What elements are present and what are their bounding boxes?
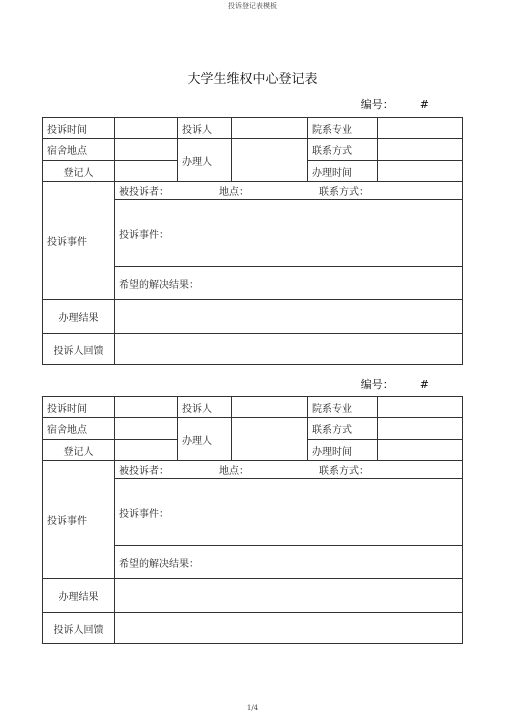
field-expected-result[interactable]	[115, 546, 463, 579]
field-handler[interactable]	[232, 139, 308, 182]
field-event-detail[interactable]	[115, 479, 463, 546]
label-expected-result: 希望的解决结果：	[119, 279, 199, 291]
label-registrar: 登记人	[43, 161, 115, 182]
label-complainant: 投诉人	[178, 118, 232, 139]
field-department[interactable]	[378, 397, 463, 418]
label-handler: 办理人	[178, 139, 232, 182]
field-handle-time[interactable]	[378, 440, 463, 461]
respondent-row[interactable]	[115, 461, 463, 479]
field-complaint-time[interactable]	[115, 118, 178, 139]
label-complaint-time: 投诉时间	[43, 397, 115, 418]
field-department[interactable]	[378, 118, 463, 139]
field-registrar[interactable]	[115, 440, 178, 461]
label-complaint-time: 投诉时间	[43, 118, 115, 139]
label-registrar: 登记人	[43, 440, 115, 461]
label-respondent: 被投诉者：	[119, 466, 169, 477]
field-registrar[interactable]	[115, 161, 178, 182]
label-contact: 联系方式	[308, 139, 378, 161]
field-contact[interactable]	[378, 139, 463, 161]
label-event: 投诉事件	[43, 182, 115, 300]
label-expected-result: 希望的解决结果：	[119, 558, 199, 570]
field-feedback[interactable]	[115, 334, 463, 365]
label-result: 办理结果	[43, 579, 115, 613]
label-department: 院系专业	[308, 118, 378, 139]
label-dorm: 宿舍地点	[43, 418, 115, 440]
label-feedback: 投诉人回馈	[43, 334, 115, 365]
registration-form-1	[42, 117, 463, 365]
field-dorm[interactable]	[115, 418, 178, 440]
field-result[interactable]	[115, 579, 463, 613]
serial-number-value: #	[419, 378, 429, 391]
field-complainant[interactable]	[232, 118, 308, 139]
registration-form-2	[42, 396, 463, 644]
field-contact[interactable]	[378, 418, 463, 440]
label-location: 地点：	[219, 466, 249, 477]
label-respondent-contact: 联系方式：	[319, 466, 369, 477]
serial-number-value: #	[419, 98, 429, 111]
field-handle-time[interactable]	[378, 161, 463, 182]
field-result[interactable]	[115, 300, 463, 334]
serial-number-line	[361, 96, 429, 112]
form-title: 大学生维权中心登记表	[187, 72, 318, 87]
field-handler[interactable]	[232, 418, 308, 461]
label-location: 地点：	[219, 187, 249, 198]
field-dorm[interactable]	[115, 139, 178, 161]
label-event-detail: 投诉事件：	[119, 229, 169, 241]
serial-number-label: 编号：	[360, 378, 394, 391]
serial-number-line	[361, 376, 429, 392]
label-handle-time: 办理时间	[308, 161, 378, 182]
label-complainant: 投诉人	[178, 397, 232, 418]
label-department: 院系专业	[308, 397, 378, 418]
field-complainant[interactable]	[232, 397, 308, 418]
serial-number-label: 编号：	[360, 98, 394, 111]
field-event-detail[interactable]	[115, 200, 463, 267]
label-respondent: 被投诉者：	[119, 187, 169, 198]
label-respondent-contact: 联系方式：	[319, 187, 369, 198]
label-dorm: 宿舍地点	[43, 139, 115, 161]
field-complaint-time[interactable]	[115, 397, 178, 418]
field-feedback[interactable]	[115, 613, 463, 644]
page-number: 1/4	[246, 704, 259, 712]
label-event-detail: 投诉事件：	[119, 508, 169, 520]
label-result: 办理结果	[43, 300, 115, 334]
label-feedback: 投诉人回馈	[43, 613, 115, 644]
label-handler: 办理人	[178, 418, 232, 461]
respondent-row[interactable]	[115, 182, 463, 200]
label-contact: 联系方式	[308, 418, 378, 440]
field-expected-result[interactable]	[115, 267, 463, 300]
document-header-title: 投诉登记表模板	[228, 2, 277, 10]
label-event: 投诉事件	[43, 461, 115, 579]
label-handle-time: 办理时间	[308, 440, 378, 461]
